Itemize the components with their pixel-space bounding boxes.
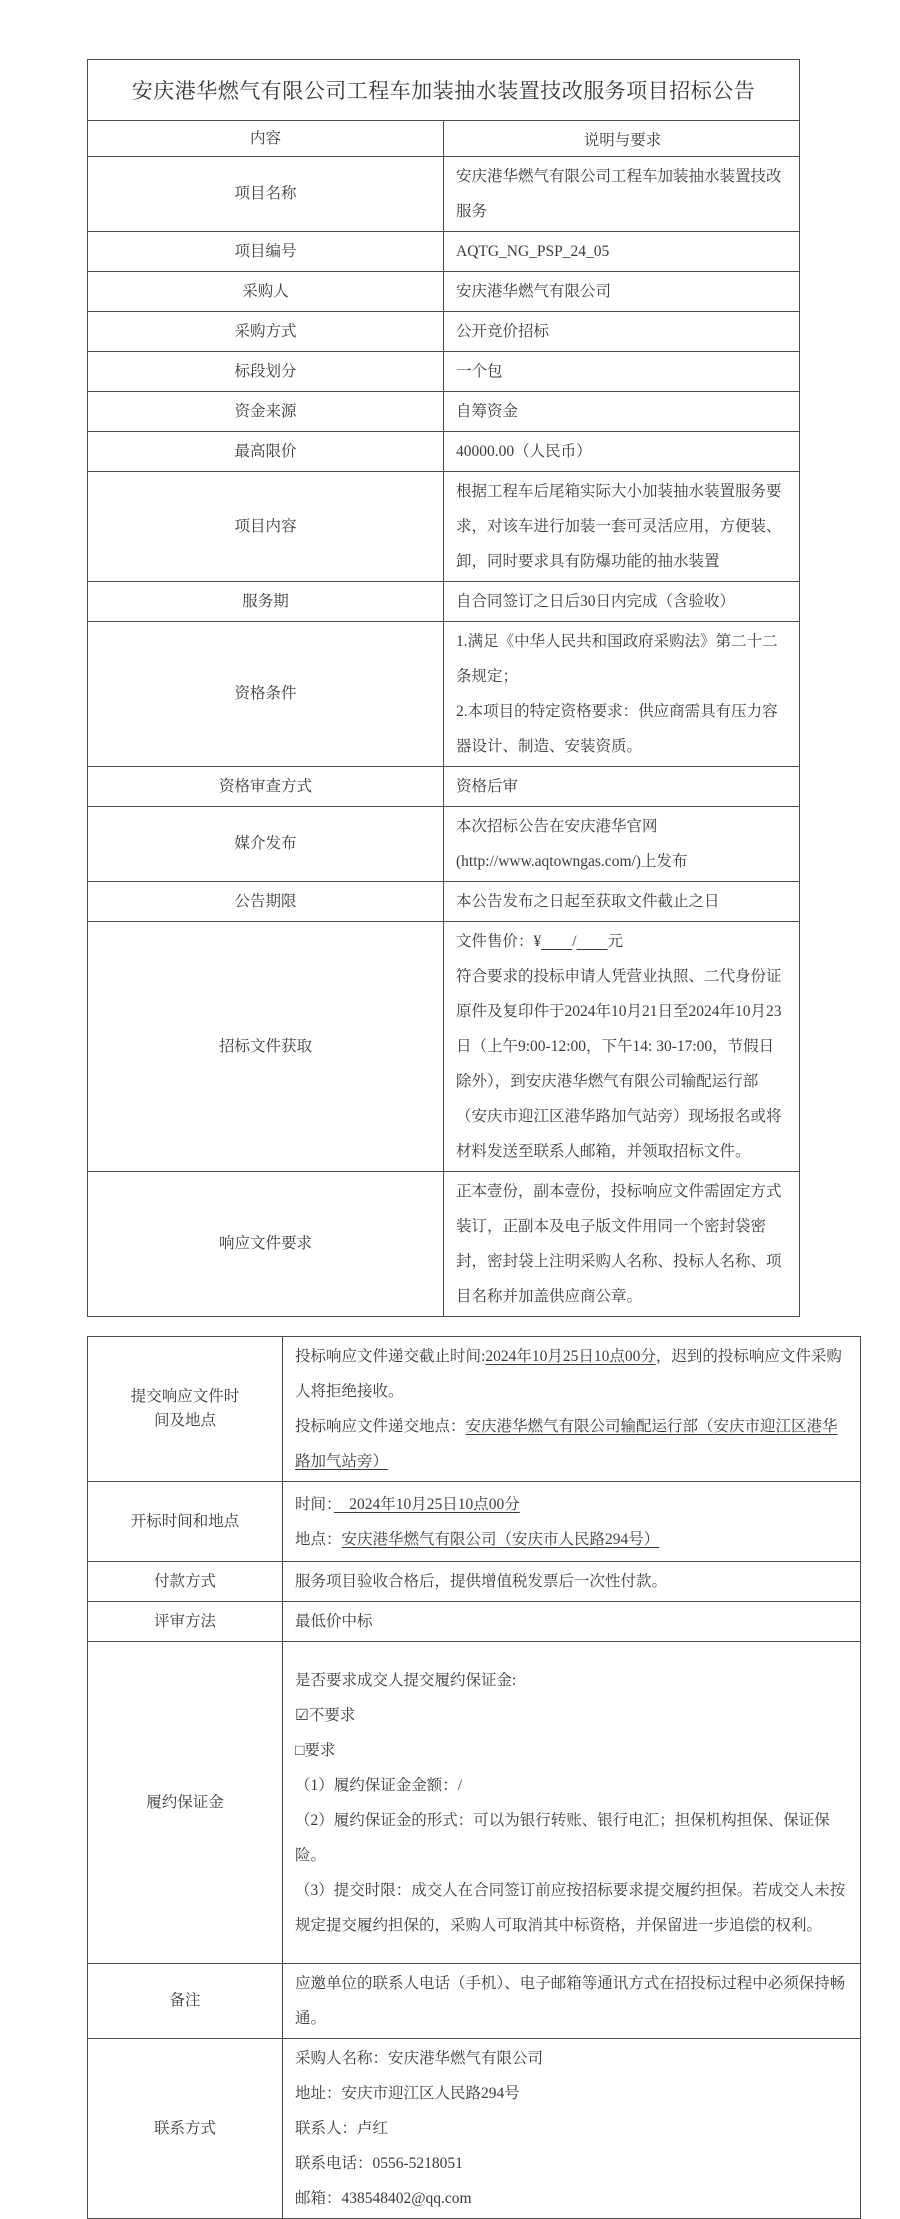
row-label-line: 采购人 [242, 282, 289, 300]
row-label [88, 622, 444, 767]
row-value-paragraph [456, 809, 789, 879]
column-header-row [88, 121, 800, 157]
row-label-line: 付款方式 [153, 1572, 216, 1590]
row-label-line: 项目名称 [234, 185, 297, 202]
text-run: 安庆港华燃气有限公司输配运行部（安庆市迎江区港华路加气站旁） [295, 1418, 838, 1470]
tender-main-table [87, 59, 800, 1317]
table-row [88, 352, 800, 392]
row-value [444, 392, 800, 432]
table-row [88, 922, 800, 1172]
row-label [88, 1602, 283, 1642]
text-run: 2024年10月25日10点00分 [333, 1495, 520, 1513]
tender-main-table-body [88, 157, 800, 1317]
table-row [88, 1602, 861, 1642]
row-value [283, 2039, 861, 2219]
row-value [283, 1337, 861, 1482]
row-value-paragraph [295, 2041, 850, 2076]
table-row [88, 1172, 800, 1317]
row-value-paragraph [295, 1409, 850, 1479]
table-row [88, 2039, 861, 2219]
text-run: 资格后审 [456, 778, 519, 795]
tender-secondary-table-body [88, 1337, 861, 2219]
document-title: 安庆港华燃气有限公司工程车加装抽水装置技改服务项目招标公告 [88, 60, 800, 121]
row-label-line: 备注 [169, 1992, 201, 2009]
row-label-line: 履约保证金 [146, 1793, 224, 1811]
table-row [88, 1562, 861, 1602]
text-run: 安庆港华燃气有限公司工程车加装抽水装置技改服务 [456, 168, 782, 220]
row-value-paragraph [456, 434, 789, 469]
row-label-line: 标段划分 [234, 362, 297, 380]
table-row [88, 157, 800, 232]
row-value-paragraph [456, 694, 789, 764]
row-value-paragraph [295, 1339, 850, 1409]
row-label [88, 472, 444, 582]
row-value-paragraph [295, 2076, 850, 2111]
row-label [88, 1337, 283, 1482]
row-value [444, 272, 800, 312]
text-run: 符合要求的投标申请人凭营业执照、二代身份证原件及复印件于2024年10月21日至2024年10月23日（上午9:00-12:00，下午14: 30-17:00，节假日除外），到安庆港华燃气有限公司输配运行部（安庆市迎江区港华路加气站旁）现场报名或将材料发送至联系人邮箱，并领取招标文件。 [456, 968, 782, 1160]
table-row [88, 1964, 861, 2039]
row-value [444, 312, 800, 352]
row-label [88, 807, 444, 882]
row-value-paragraph [295, 1768, 850, 1803]
row-label [88, 1642, 283, 1964]
text-run: 采购人名称：安庆港华燃气有限公司 [295, 2050, 544, 2067]
text-run: 是否要求成交人提交履约保证金: [295, 1671, 517, 1689]
table-row [88, 582, 800, 622]
row-value-paragraph [295, 1803, 850, 1873]
text-run: 2.本项目的特定资格要求：供应商需具有压力容器设计、制造、安装资质。 [456, 703, 778, 755]
text-run: 安庆港华燃气有限公司 [456, 283, 612, 300]
table-row [88, 312, 800, 352]
text-run: 文件售价：¥ [456, 933, 542, 950]
table-gap [87, 1317, 800, 1336]
text-run: 地址：安庆市迎江区人民路294号 [295, 2085, 520, 2102]
row-value [444, 922, 800, 1172]
row-label [88, 392, 444, 432]
table-row [88, 232, 800, 272]
table-row [88, 472, 800, 582]
row-value-paragraph [295, 1966, 850, 2036]
row-value-paragraph [295, 2111, 850, 2146]
tender-secondary-table [87, 1336, 861, 2219]
row-value [283, 1964, 861, 2039]
row-value-paragraph [295, 1698, 850, 1733]
row-value [444, 622, 800, 767]
table-row [88, 882, 800, 922]
text-run: 本次招标公告在安庆港华官网(http://www.aqtowngas.com/)上发布 [456, 818, 688, 870]
table-row [88, 1642, 861, 1964]
text-run: 自筹资金 [456, 403, 519, 420]
text-run: 40000.00（人民币） [456, 443, 592, 460]
table-row [88, 1482, 861, 1562]
row-label-line: 开标时间和地点 [130, 1512, 240, 1530]
row-value-paragraph [456, 584, 789, 619]
text-run: 公开竞价招标 [456, 323, 550, 340]
row-value [444, 157, 800, 232]
row-value-paragraph [295, 1564, 850, 1599]
text-run [541, 933, 572, 950]
row-value-paragraph [456, 354, 789, 389]
row-label-line: 项目编号 [234, 242, 297, 260]
row-value-paragraph [456, 314, 789, 349]
row-value-paragraph [295, 2146, 850, 2181]
text-run: / [572, 933, 577, 950]
text-run: ，迟到的投标响应文件采购人将拒绝接收。 [295, 1348, 842, 1400]
row-value-paragraph [295, 1733, 850, 1768]
text-run: 安庆港华燃气有限公司（安庆市人民路294号） [341, 1530, 660, 1548]
row-value [283, 1562, 861, 1602]
row-value [283, 1602, 861, 1642]
row-value [444, 582, 800, 622]
row-label [88, 272, 444, 312]
row-value-paragraph [456, 159, 789, 229]
text-run: 投标响应文件递交截止时间: [295, 1348, 486, 1365]
row-label [88, 312, 444, 352]
column-header-requirements: 说明与要求 [444, 121, 800, 157]
row-label [88, 882, 444, 922]
text-run: 不要求 [308, 1706, 356, 1724]
row-label-line: 响应文件要求 [218, 1235, 312, 1252]
row-value-paragraph [456, 394, 789, 429]
row-value [444, 882, 800, 922]
row-value [444, 352, 800, 392]
row-label-line: 招标文件获取 [218, 1037, 312, 1055]
row-value-paragraph [295, 1873, 850, 1943]
row-label-line: 采购方式 [234, 322, 297, 340]
table-row [88, 392, 800, 432]
text-run: 时间： [295, 1495, 334, 1513]
table-row [88, 807, 800, 882]
text-run: 自合同签订之日后30日内完成（含验收） [456, 593, 736, 610]
row-label [88, 767, 444, 807]
row-label [88, 2039, 283, 2219]
text-run: （2）履约保证金的形式：可以为银行转账、银行电汇；担保机构担保、保证保险。 [295, 1811, 830, 1864]
title-row [88, 60, 800, 121]
table-row [88, 622, 800, 767]
row-value [444, 807, 800, 882]
row-value [444, 767, 800, 807]
row-label-line: 媒介发布 [234, 835, 297, 852]
row-label-line: 项目内容 [234, 517, 297, 535]
text-run: 1.满足《中华人民共和国政府采购法》第二十二条规定； [456, 633, 778, 685]
row-value [444, 1172, 800, 1317]
row-value [283, 1482, 861, 1562]
text-run: 要求 [304, 1741, 336, 1759]
row-value-paragraph [456, 1174, 789, 1314]
row-label-line: 资格审查方式 [218, 777, 312, 795]
row-value-paragraph [295, 1522, 850, 1557]
text-run: 联系电话：0556-5218051 [295, 2155, 463, 2172]
table-row [88, 272, 800, 312]
text-run [577, 933, 608, 950]
text-run: （3）提交时限：成交人在合同签订前应按招标要求提交履约担保。若成交人未按规定提交履约担保的，采购人可取消其中标资格，并保留进一步追偿的权利。 [295, 1881, 846, 1934]
table-row [88, 767, 800, 807]
row-label-line: 资格条件 [234, 685, 297, 702]
text-run: （1）履约保证金金额：/ [295, 1776, 463, 1794]
row-value-paragraph [456, 234, 789, 269]
row-value [283, 1642, 861, 1964]
row-label-line: 间及地点 [153, 1412, 216, 1429]
row-label [88, 1964, 283, 2039]
text-run: 联系人：卢红 [295, 2120, 389, 2137]
row-label [88, 1562, 283, 1602]
row-label [88, 922, 444, 1172]
tender-announcement-document [87, 59, 846, 2219]
row-value [444, 432, 800, 472]
row-value-paragraph [295, 1487, 850, 1522]
row-value-paragraph [295, 1663, 850, 1698]
row-value-paragraph [456, 474, 789, 579]
row-value-paragraph [295, 2181, 850, 2216]
text-run: 本公告发布之日起至获取文件截止之日 [456, 893, 720, 910]
checkbox-checked-icon: ☑ [295, 1706, 309, 1724]
row-label [88, 1172, 444, 1317]
text-run: 应邀单位的联系人电话（手机）、电子邮箱等通讯方式在招投标过程中必须保持畅通。 [295, 1975, 846, 2027]
row-value-paragraph [456, 274, 789, 309]
text-run: 邮箱：438548402@qq.com [295, 2190, 472, 2207]
row-label-line: 资金来源 [234, 402, 297, 420]
text-run: 最低价中标 [295, 1613, 373, 1630]
text-run: 2024年10月25日10点00分 [485, 1348, 656, 1365]
table-row [88, 432, 800, 472]
row-value-paragraph [295, 1604, 850, 1639]
text-run: 根据工程车后尾箱实际大小加装抽水装置服务要求，对该车进行加装一套可灵活应用，方便装、卸，同时要求具有防爆功能的抽水装置 [456, 483, 782, 570]
column-header-content: 内容 [88, 121, 444, 157]
row-label-line: 最高限价 [234, 442, 297, 460]
row-value-paragraph [456, 884, 789, 919]
row-value [444, 472, 800, 582]
row-value-paragraph [456, 769, 789, 804]
row-label [88, 432, 444, 472]
table-row [88, 1337, 861, 1482]
row-label-line: 公告期限 [234, 892, 297, 910]
row-value [444, 232, 800, 272]
text-run: 地点： [295, 1530, 342, 1548]
text-run: 一个包 [456, 363, 503, 380]
row-value-paragraph [456, 959, 789, 1169]
row-label [88, 157, 444, 232]
text-run: AQTG_NG_PSP_24_05 [456, 243, 610, 260]
text-run: 投标响应文件递交地点： [295, 1418, 466, 1435]
text-run: 正本壹份，副本壹份，投标响应文件需固定方式装订，正副本及电子版文件用同一个密封袋密封，密封袋上注明采购人名称、投标人名称、项目名称并加盖供应商公章。 [456, 1183, 782, 1305]
row-label-line: 联系方式 [153, 2119, 216, 2137]
text-run: 服务项目验收合格后，提供增值税发票后一次性付款。 [295, 1573, 668, 1590]
text-run: 元 [607, 933, 624, 950]
row-label-line: 提交响应文件时 [130, 1388, 240, 1405]
row-value-paragraph [456, 624, 789, 694]
checkbox-unchecked-icon: □ [295, 1741, 305, 1759]
row-label [88, 232, 444, 272]
row-label-line: 服务期 [242, 592, 289, 610]
row-label-line: 评审方法 [153, 1612, 216, 1630]
row-label [88, 582, 444, 622]
row-value-paragraph [456, 924, 789, 959]
row-label [88, 1482, 283, 1562]
row-label [88, 352, 444, 392]
